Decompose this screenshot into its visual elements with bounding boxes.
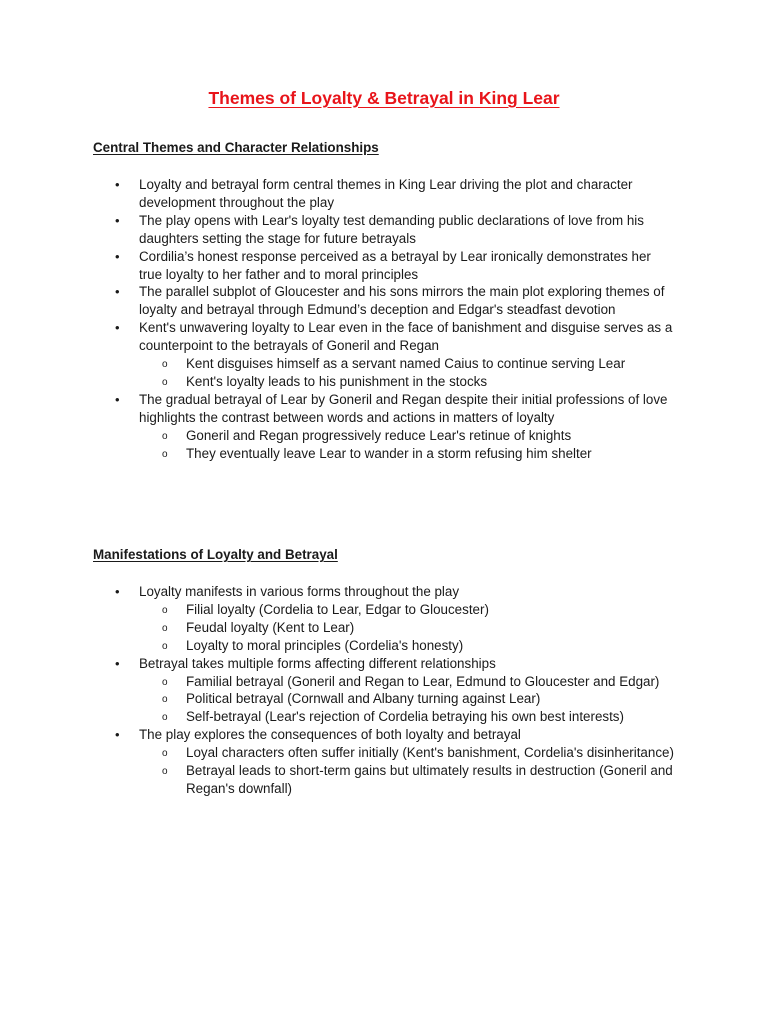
sub-list-item: o Feudal loyalty (Kent to Lear) [0,619,768,637]
sub-list-item: o Betrayal leads to short-term gains but ultimately results in destruction (Goneril and Regan's downfall) [0,762,768,798]
section-heading-central-themes: Central Themes and Character Relationships [93,140,379,155]
list-item: • Loyalty manifests in various forms throughout the play [0,583,768,601]
sub-list-item: o Goneril and Regan progressively reduce Lear's retinue of knights [0,427,768,445]
document-title: Themes of Loyalty & Betrayal in King Lear [208,88,560,108]
sub-list-item: o Loyalty to moral principles (Cordelia's honesty) [0,637,768,655]
sub-list-wrapper [0,427,768,463]
sub-list-item: o Kent disguises himself as a servant named Caius to continue serving Lear [0,355,768,373]
sub-list [0,601,768,655]
sub-list [0,427,768,463]
manifestations-list [0,583,768,798]
section-heading-manifestations: Manifestations of Loyalty and Betrayal [93,547,338,562]
list-item: • The play opens with Lear's loyalty test demanding public declarations of love from his daughters setting the stage for future betrayals [0,212,768,248]
sub-list-item: o Kent's loyalty leads to his punishment in the stocks [0,373,768,391]
sub-list-item: o Self-betrayal (Lear's rejection of Cordelia betraying his own best interests) [0,708,768,726]
sub-list [0,355,768,391]
list-item: • The play explores the consequences of both loyalty and betrayal [0,726,768,744]
list-item: • The parallel subplot of Gloucester and his sons mirrors the main plot exploring themes of loyalty and betrayal through Edmund’s deception and Edgar's steadfast devotion [0,283,768,319]
list-item: • Kent's unwavering loyalty to Lear even in the face of banishment and disguise serves as a counterpoint to the betrayals of Goneril and Regan [0,319,768,355]
sub-list-item: o Loyal characters often suffer initially (Kent's banishment, Cordelia's disinheritance) [0,744,768,762]
list-item: • Betrayal takes multiple forms affecting different relationships [0,655,768,673]
sub-list-wrapper [0,744,768,798]
sub-list-wrapper [0,601,768,655]
central-themes-list [0,176,768,463]
sub-list [0,744,768,798]
sub-list-item: o They eventually leave Lear to wander in a storm refusing him shelter [0,445,768,463]
list-item: • The gradual betrayal of Lear by Goneril and Regan despite their initial professions of love highlights the contrast between words and actions in matters of loyalty [0,391,768,427]
sub-list [0,673,768,727]
sub-list-wrapper [0,355,768,391]
list-item: • Cordilia’s honest response perceived as a betrayal by Lear ironically demonstrates her true loyalty to her father and to moral principles [0,248,768,284]
sub-list-item: o Familial betrayal (Goneril and Regan to Lear, Edmund to Gloucester and Edgar) [0,673,768,691]
list-item: • Loyalty and betrayal form central themes in King Lear driving the plot and character development throughout the play [0,176,768,212]
sub-list-item: o Filial loyalty (Cordelia to Lear, Edgar to Gloucester) [0,601,768,619]
sub-list-wrapper [0,673,768,727]
sub-list-item: o Political betrayal (Cornwall and Albany turning against Lear) [0,690,768,708]
